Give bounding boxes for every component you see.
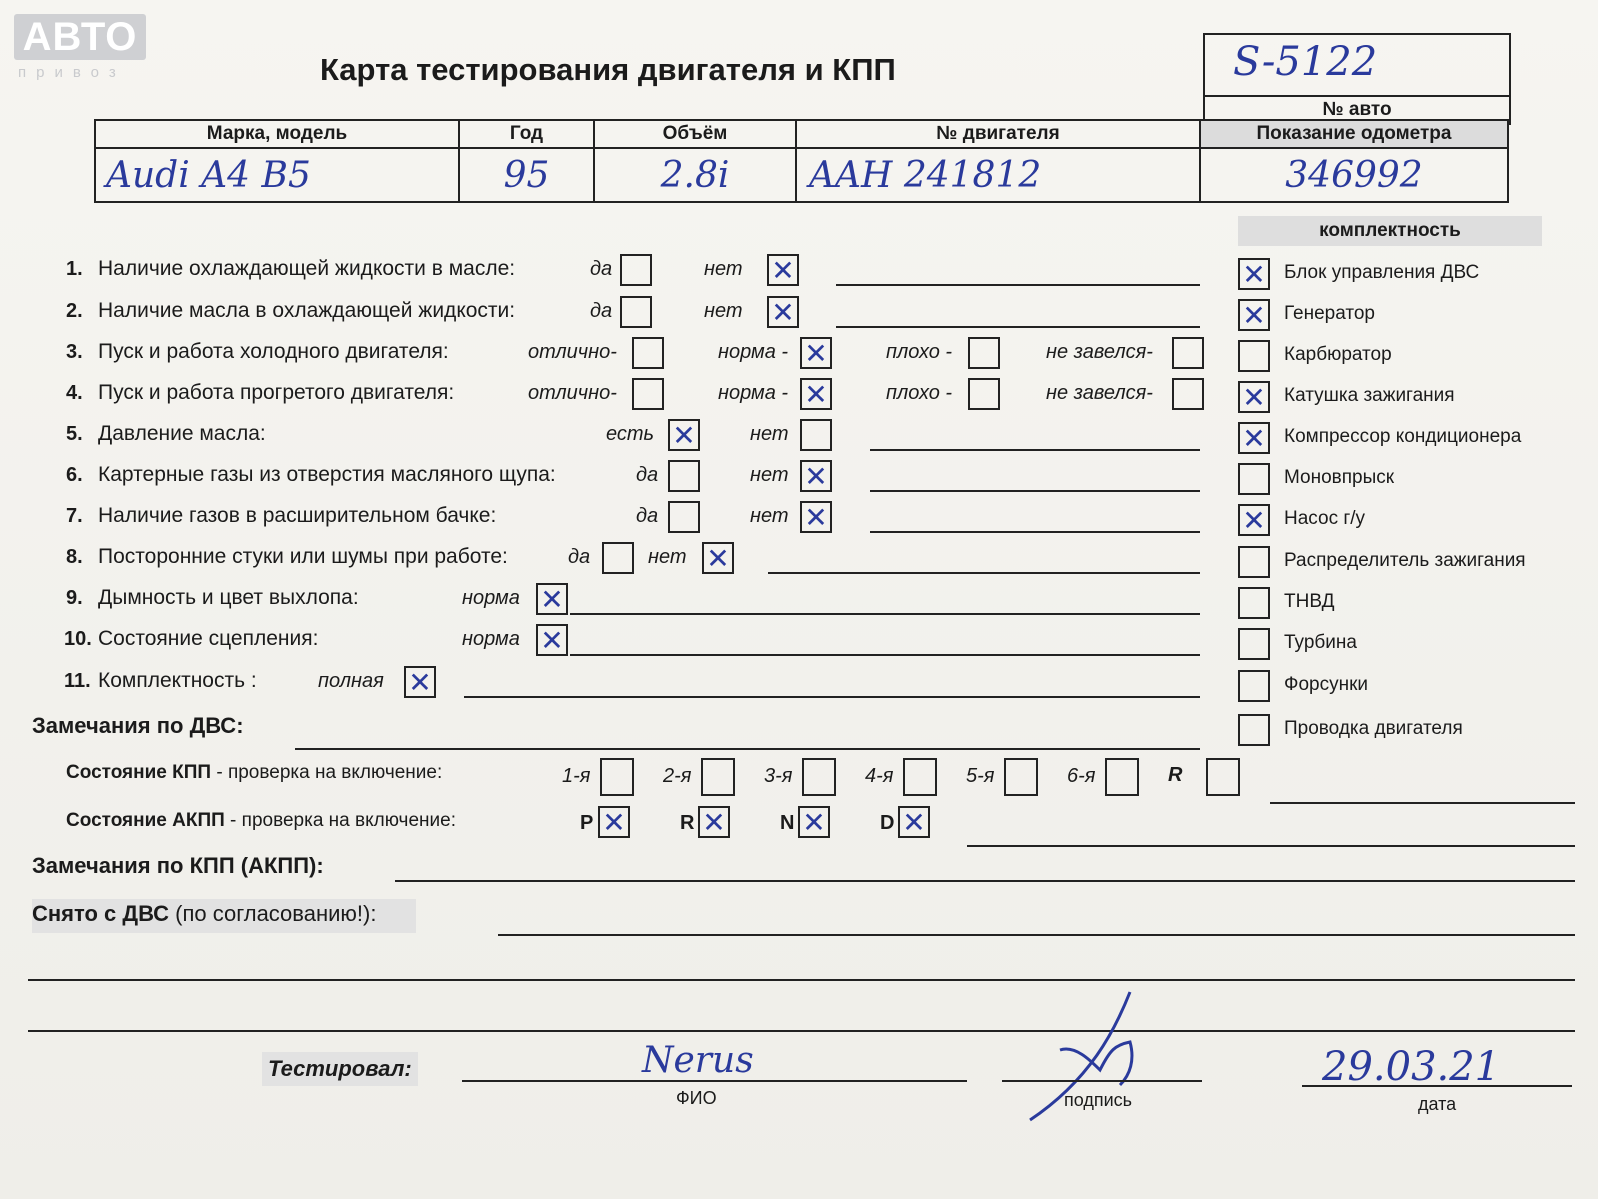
item-option-checkbox[interactable] — [800, 419, 832, 451]
auto-gear-checkbox[interactable] — [698, 806, 730, 838]
completeness-item-label: Компрессор кондиционера — [1284, 426, 1522, 447]
completeness-item-label: Форсунки — [1284, 674, 1368, 695]
year-value: 95 — [503, 155, 550, 196]
manual-gear-checkbox[interactable] — [1206, 758, 1240, 796]
item-option-label: не завелся- — [1046, 382, 1153, 404]
manual-gearbox-line[interactable] — [1270, 802, 1575, 804]
fio-line[interactable] — [462, 1080, 967, 1082]
car-number-box — [1203, 33, 1511, 125]
completeness-item-label: Проводка двигателя — [1284, 718, 1463, 739]
item-notes-line[interactable] — [870, 490, 1200, 492]
completeness-item-label: Генератор — [1284, 303, 1375, 324]
column-make-model: Марка, модель — [95, 120, 459, 148]
remarks-engine-line[interactable] — [295, 748, 1200, 750]
completeness-checkbox[interactable] — [1238, 381, 1270, 413]
item-label: Наличие масла в охлаждающей жидкости: — [98, 299, 516, 322]
completeness-checkbox[interactable] — [1238, 340, 1270, 372]
item-label: Наличие охлаждающей жидкости в масле: — [98, 257, 516, 280]
item-number: 10. — [64, 628, 92, 650]
completeness-checkbox[interactable] — [1238, 258, 1270, 290]
item-notes-line[interactable] — [870, 531, 1200, 533]
item-option-checkbox[interactable] — [668, 419, 700, 451]
removed-label-rest: (по согласованию!): — [169, 901, 377, 926]
item-notes-line[interactable] — [768, 572, 1200, 574]
completeness-checkbox[interactable] — [1238, 587, 1270, 619]
auto-gearbox-line[interactable] — [967, 845, 1575, 847]
item-label: Комплектность : — [98, 669, 257, 692]
column-engine-number: № двигателя — [796, 120, 1200, 148]
avto-privoz-logo — [14, 14, 164, 86]
item-number: 7. — [66, 505, 83, 527]
completeness-title: комплектность — [1238, 216, 1542, 246]
item-label: Наличие газов в расширительном бачке: — [98, 504, 497, 527]
item-option-label: да — [590, 258, 613, 280]
item-option-checkbox[interactable] — [632, 337, 664, 369]
item-option-label: полная — [318, 670, 384, 692]
item-option-checkbox[interactable] — [800, 460, 832, 492]
manual-gear-checkbox[interactable] — [903, 758, 937, 796]
completeness-checkbox[interactable] — [1238, 714, 1270, 746]
item-option-checkbox[interactable] — [620, 254, 652, 286]
item-option-checkbox[interactable] — [632, 378, 664, 410]
auto-gear-checkbox[interactable] — [898, 806, 930, 838]
completeness-item-label: ТНВД — [1284, 591, 1335, 612]
manual-gear-label: R — [1168, 764, 1183, 786]
item-option-checkbox[interactable] — [767, 296, 799, 328]
item-label: Пуск и работа холодного двигателя: — [98, 340, 449, 363]
volume-value: 2.8i — [660, 155, 730, 196]
column-odometer: Показание одометра — [1200, 120, 1508, 148]
item-option-label: да — [590, 300, 613, 322]
tested-by-label: Тестировал: — [262, 1052, 418, 1086]
auto-gear-checkbox[interactable] — [598, 806, 630, 838]
item-notes-line[interactable] — [836, 326, 1200, 328]
item-option-checkbox[interactable] — [602, 542, 634, 574]
manual-gear-label: 4-я — [865, 765, 894, 787]
date-line[interactable] — [1302, 1085, 1572, 1087]
removed-line-3[interactable] — [28, 1030, 1575, 1032]
removed-line-2[interactable] — [28, 979, 1575, 981]
completeness-item-label: Моновпрыск — [1284, 467, 1395, 488]
item-option-label: нет — [750, 505, 789, 527]
completeness-checkbox[interactable] — [1238, 670, 1270, 702]
item-option-label: да — [636, 464, 659, 486]
item-option-label: плохо - — [886, 341, 953, 363]
item-option-checkbox[interactable] — [702, 542, 734, 574]
item-option-checkbox[interactable] — [1172, 337, 1204, 369]
manual-gearbox-label-rest: - проверка на включение: — [211, 762, 443, 783]
date-value: 29.03.21 — [1322, 1044, 1501, 1090]
item-option-checkbox[interactable] — [404, 666, 436, 698]
auto-gearbox-label-bold: Состояние АКПП — [66, 810, 225, 831]
item-label: Давление масла: — [98, 422, 266, 445]
manual-gearbox-label — [66, 762, 442, 784]
item-notes-line[interactable] — [836, 284, 1200, 286]
date-caption: дата — [1418, 1094, 1457, 1114]
item-option-checkbox[interactable] — [800, 501, 832, 533]
manual-gear-checkbox[interactable] — [1004, 758, 1038, 796]
item-option-checkbox[interactable] — [1172, 378, 1204, 410]
tested-by-name: Nerus — [642, 1040, 754, 1081]
manual-gear-label: 3-я — [764, 765, 793, 787]
column-volume: Объём — [594, 120, 796, 148]
manual-gear-label: 5-я — [966, 765, 995, 787]
item-option-checkbox[interactable] — [536, 583, 568, 615]
removed-line-1[interactable] — [498, 934, 1575, 936]
item-label: Пуск и работа прогретого двигателя: — [98, 381, 455, 404]
vehicle-info-table — [94, 119, 1509, 203]
item-option-label: отлично- — [528, 341, 617, 363]
auto-gear-label: N — [780, 812, 795, 834]
manual-gear-checkbox[interactable] — [600, 758, 634, 796]
item-option-checkbox[interactable] — [767, 254, 799, 286]
completeness-checkbox[interactable] — [1238, 463, 1270, 495]
item-notes-line[interactable] — [870, 449, 1200, 451]
item-option-checkbox[interactable] — [668, 501, 700, 533]
item-option-checkbox[interactable] — [620, 296, 652, 328]
item-option-checkbox[interactable] — [536, 624, 568, 656]
item-option-label: есть — [606, 423, 655, 445]
remarks-engine-label: Замечания по ДВС: — [32, 713, 244, 738]
logo-sub-text: привоз — [18, 64, 126, 81]
item-number: 4. — [66, 382, 83, 404]
item-option-label: нет — [750, 464, 789, 486]
removed-label-bold: Снято с ДВС — [32, 901, 170, 926]
item-notes-line[interactable] — [570, 654, 1200, 656]
completeness-checkbox[interactable] — [1238, 628, 1270, 660]
item-option-checkbox[interactable] — [668, 460, 700, 492]
completeness-item-label: Насос г/у — [1284, 508, 1366, 529]
engine-number-value: AAH 241812 — [809, 155, 1042, 196]
item-notes-line[interactable] — [464, 696, 1200, 698]
item-number: 6. — [66, 464, 83, 486]
item-option-label: не завелся- — [1046, 341, 1153, 363]
manual-gear-label: 1-я — [562, 765, 591, 787]
item-number: 11. — [64, 670, 91, 692]
signature-line[interactable] — [1002, 1080, 1202, 1082]
page-title: Карта тестирования двигателя и КПП — [320, 52, 896, 87]
completeness-item-label: Распределитель зажигания — [1284, 550, 1526, 571]
item-option-checkbox[interactable] — [800, 378, 832, 410]
auto-gear-label: D — [880, 812, 895, 834]
item-option-checkbox[interactable] — [968, 378, 1000, 410]
item-number: 2. — [66, 300, 83, 322]
item-option-label: отлично- — [528, 382, 617, 404]
logo-main-text: АВТО — [14, 14, 146, 60]
item-option-label: нет — [704, 300, 743, 322]
auto-gearbox-label-rest: - проверка на включение: — [224, 810, 456, 831]
auto-gear-label: R — [680, 812, 695, 834]
item-option-label: нет — [648, 546, 687, 568]
item-label: Картерные газы из отверстия масляного щупа: — [98, 463, 556, 486]
car-number-value: S-5122 — [1233, 39, 1378, 85]
item-notes-line[interactable] — [570, 613, 1200, 615]
item-number: 9. — [66, 587, 83, 609]
item-label: Дымность и цвет выхлопа: — [98, 586, 359, 609]
item-label: Посторонние стуки или шумы при работе: — [98, 545, 508, 568]
make-model-value: Audi A4 B5 — [106, 155, 311, 196]
manual-gear-checkbox[interactable] — [1105, 758, 1139, 796]
completeness-item-label: Катушка зажигания — [1284, 385, 1455, 406]
auto-gear-checkbox[interactable] — [798, 806, 830, 838]
item-option-label: нет — [704, 258, 743, 280]
item-option-label: норма - — [718, 382, 789, 404]
car-number-label: № авто — [1205, 95, 1509, 123]
manual-gearbox-label-bold: Состояние КПП — [66, 762, 212, 783]
manual-gear-label: 6-я — [1067, 765, 1096, 787]
item-option-checkbox[interactable] — [800, 337, 832, 369]
item-option-label: да — [568, 546, 591, 568]
fio-caption: ФИО — [676, 1088, 717, 1108]
item-option-label: норма — [462, 628, 520, 650]
remarks-gearbox-label: Замечания по КПП (АКПП): — [32, 853, 324, 878]
manual-gear-label: 2-я — [663, 765, 692, 787]
item-number: 3. — [66, 341, 83, 363]
completeness-item-label: Карбюратор — [1284, 344, 1392, 365]
completeness-checkbox[interactable] — [1238, 422, 1270, 454]
item-option-label: плохо - — [886, 382, 953, 404]
item-option-label: нет — [750, 423, 789, 445]
column-year: Год — [459, 120, 594, 148]
item-number: 8. — [66, 546, 83, 568]
item-option-checkbox[interactable] — [968, 337, 1000, 369]
completeness-checkbox[interactable] — [1238, 546, 1270, 578]
remarks-gearbox-line[interactable] — [395, 880, 1575, 882]
completeness-item-label: Блок управления ДВС — [1284, 262, 1480, 283]
auto-gearbox-label — [66, 810, 456, 832]
item-option-label: да — [636, 505, 659, 527]
manual-gear-checkbox[interactable] — [802, 758, 836, 796]
item-number: 1. — [66, 258, 83, 280]
item-label: Состояние сцепления: — [98, 627, 319, 650]
completeness-checkbox[interactable] — [1238, 299, 1270, 331]
completeness-checkbox[interactable] — [1238, 504, 1270, 536]
manual-gear-checkbox[interactable] — [701, 758, 735, 796]
signature-caption: подпись — [1064, 1090, 1133, 1110]
auto-gear-label: P — [580, 812, 594, 834]
completeness-item-label: Турбина — [1284, 632, 1357, 653]
item-number: 5. — [66, 423, 83, 445]
item-option-label: норма - — [718, 341, 789, 363]
item-option-label: норма — [462, 587, 520, 609]
removed-label — [32, 899, 416, 933]
odometer-value: 346992 — [1285, 155, 1423, 196]
